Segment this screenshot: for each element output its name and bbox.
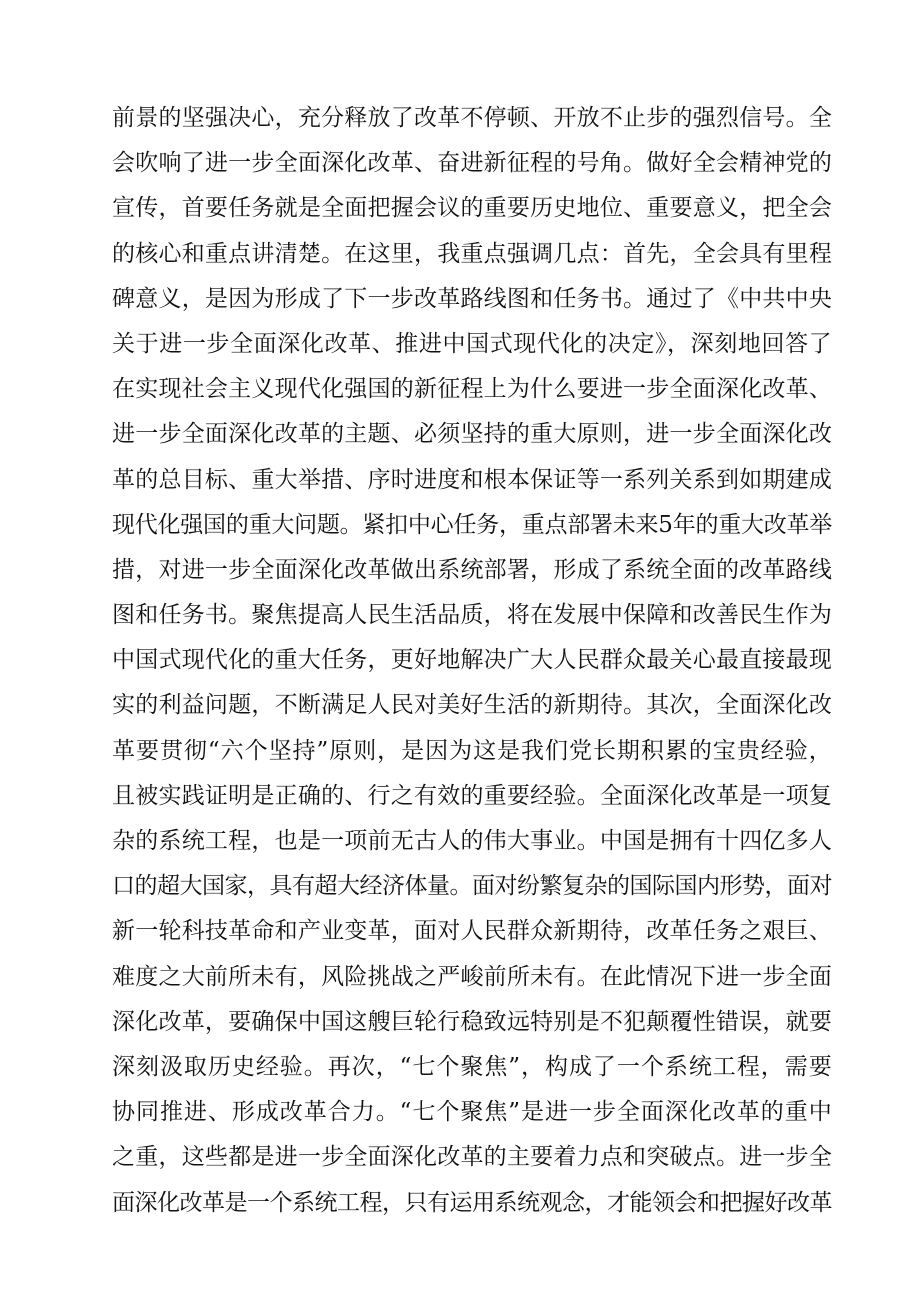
text-line: 面深化改革是一个系统工程，只有运用系统观念，才能领会和把握好改革 bbox=[112, 1189, 832, 1216]
text-line: 深刻汲取历史经验。再次，“七个聚焦”，构成了一个系统工程，需要 bbox=[112, 1053, 832, 1080]
text-line: 前景的坚强决心，充分释放了改革不停顿、开放不止步的强烈信号。全 bbox=[112, 105, 832, 131]
text-line: 之重，这些都是进一步全面深化改革的主要着力点和突破点。进一步全 bbox=[112, 1144, 832, 1171]
text-line: 在实现社会主义现代化强国的新征程上为什么要进一步全面深化改革、 bbox=[112, 376, 832, 403]
text-line: 现代化强国的重大问题。紧扣中心任务，重点部署未来5年的重大改革举 bbox=[112, 511, 832, 538]
text-line: 深化改革，要确保中国这艘巨轮行稳致远特别是不犯颠覆性错误，就要 bbox=[112, 1008, 832, 1035]
text-line: 图和任务书。聚焦提高人民生活品质，将在发展中保障和改善民生作为 bbox=[112, 602, 832, 629]
text-line: 革要贯彻“六个坚持”原则，是因为这是我们党长期积累的宝贵经验， bbox=[112, 737, 832, 764]
text-line: 口的超大国家，具有超大经济体量。面对纷繁复杂的国际国内形势，面对 bbox=[112, 873, 832, 900]
text-line: 的核心和重点讲清楚。在这里，我重点强调几点：首先，全会具有里程 bbox=[112, 240, 832, 267]
text-line: 碑意义，是因为形成了下一步改革路线图和任务书。通过了《中共中央 bbox=[112, 285, 832, 312]
body-paragraph bbox=[112, 96, 832, 1226]
text-line: 革的总目标、重大举措、序时进度和根本保证等一系列关系到如期建成 bbox=[112, 466, 832, 493]
text-line: 关于进一步全面深化改革、推进中国式现代化的决定》，深刻地回答了 bbox=[112, 330, 832, 357]
text-line: 措，对进一步全面深化改革做出系统部署，形成了系统全面的改革路线 bbox=[112, 556, 832, 583]
text-line: 进一步全面深化改革的主题、必须坚持的重大原则，进一步全面深化改 bbox=[112, 421, 832, 448]
text-line: 会吹响了进一步全面深化改革、奋进新征程的号角。做好全会精神党的 bbox=[112, 150, 832, 177]
text-line: 宣传，首要任务就是全面把握会议的重要历史地位、重要意义，把全会 bbox=[112, 195, 832, 222]
text-line: 协同推进、形成改革合力。“七个聚焦”是进一步全面深化改革的重中 bbox=[112, 1099, 832, 1126]
text-line: 实的利益问题，不断满足人民对美好生活的新期待。其次，全面深化改 bbox=[112, 692, 832, 719]
text-line: 难度之大前所未有，风险挑战之严峻前所未有。在此情况下进一步全面 bbox=[112, 963, 832, 990]
text-line: 中国式现代化的重大任务，更好地解决广大人民群众最关心最直接最现 bbox=[112, 647, 832, 674]
text-line: 且被实践证明是正确的、行之有效的重要经验。全面深化改革是一项复 bbox=[112, 782, 832, 809]
text-line: 新一轮科技革命和产业变革，面对人民群众新期待，改革任务之艰巨、 bbox=[112, 918, 832, 945]
text-line: 杂的系统工程，也是一项前无古人的伟大事业。中国是拥有十四亿多人 bbox=[112, 828, 832, 854]
